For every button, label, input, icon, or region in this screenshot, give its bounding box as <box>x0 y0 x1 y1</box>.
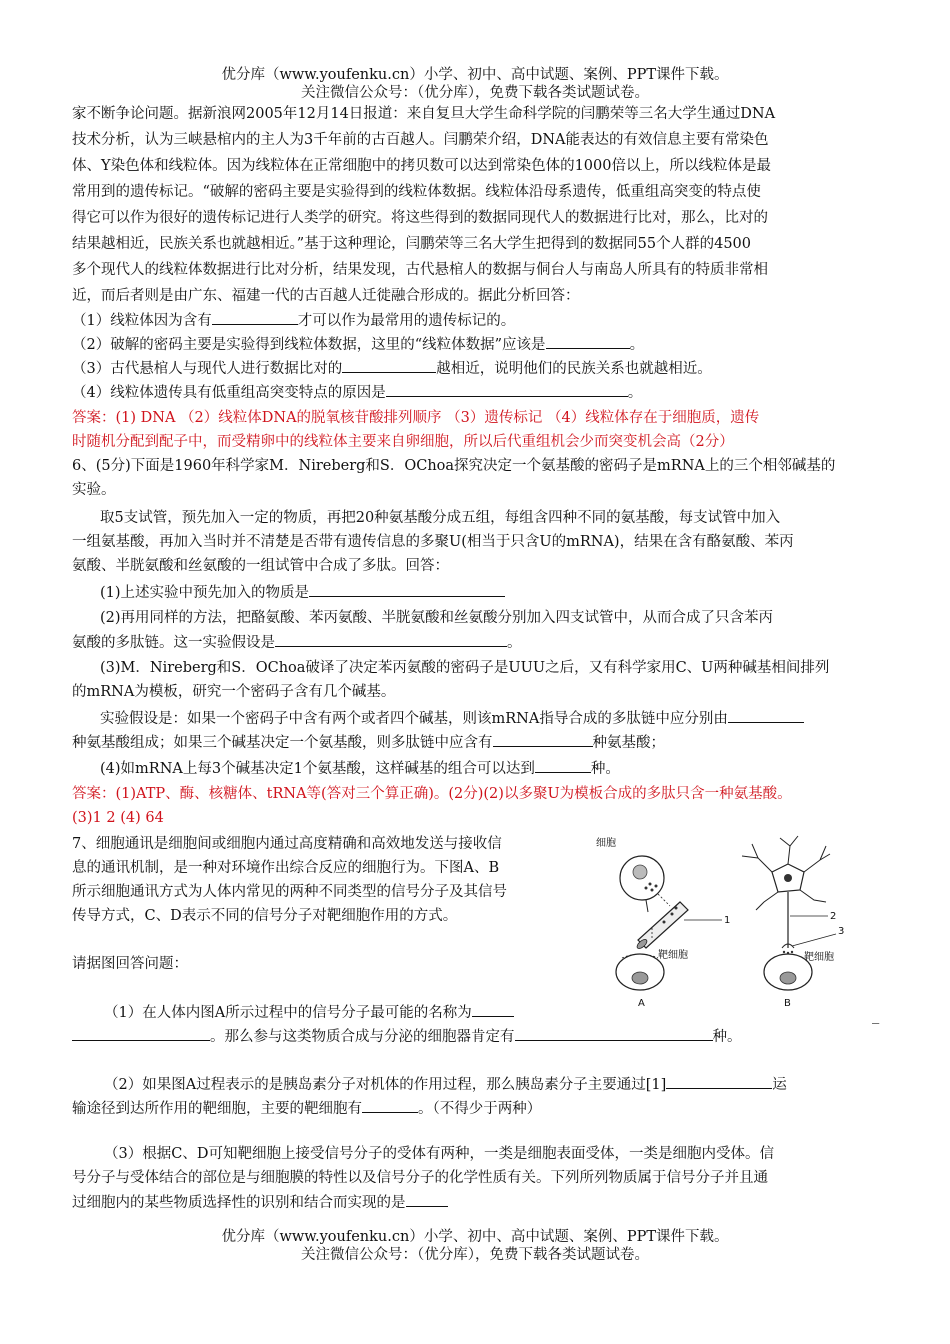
cell-signaling-figure <box>592 832 892 1010</box>
q6-sub-3: (3)M．Nireberg和S．OChoa破译了决定苯丙氨酸的密码子是UUU之后，又有科学家用C、U两种碱基相间排列 <box>100 660 830 676</box>
q6-sub-2-cont: 氨酸的多肽链。这一实验假设是 。 <box>72 632 522 653</box>
answer-blank[interactable] <box>546 334 630 349</box>
answer-blank[interactable] <box>535 758 591 773</box>
q5-para-line: 多个现代人的线粒体数据进行比对分析，结果发现，古代悬棺人的数据与侗台人与南岛人所具有的特质非常相 <box>72 262 768 278</box>
footer-line-1: 优分库（www.youfenku.cn）小学、初中、高中试题、案例、PPT课件下载。 <box>221 1229 729 1245</box>
answer-blank[interactable] <box>728 708 804 723</box>
q5-para-line: 近，而后者则是由广东、福建一代的古百越人迁徙融合形成的。据此分析回答： <box>72 288 580 304</box>
answer-blank[interactable] <box>386 382 628 397</box>
figure-label-2: 2 <box>830 911 837 922</box>
q6-sub-2: (2)再用同样的方法，把酪氨酸、苯丙氨酸、半胱氨酸和丝氨酸分别加入四支试管中，从而合成了只含苯丙 <box>100 610 774 626</box>
footer-line-2: 关注微信公众号：（优分库），免费下载各类试题试卷。 <box>301 1247 649 1263</box>
q7-intro-line: 息的通讯机制，是一种对环境作出综合反应的细胞行为。下图A、B <box>72 860 500 876</box>
q7-sub-3-cont: 过细胞内的某些物质选择性的识别和结合而实现的是 <box>72 1192 448 1213</box>
q7-sub-1: （1）在人体内图A所示过程中的信号分子最可能的名称为 <box>104 1002 514 1023</box>
answer-blank[interactable] <box>515 1026 713 1041</box>
q7-sub-2-cont: 输途径到达所作用的靶细胞，主要的靶细胞有 。（不得少于两种） <box>72 1098 541 1119</box>
page-header <box>0 66 950 102</box>
q7-sub-1-cont: 。那么参与这类物质合成与分泌的细胞器肯定有 种。 <box>72 1026 742 1047</box>
q6-hypothesis-cont: 种氨基酸组成；如果三个碱基决定一个氨基酸，则多肽链中应含有 种氨基酸； <box>72 732 665 753</box>
q5-para-line: 家不断争论问题。据新浪网2005年12月14日报道：来自复旦大学生命科学院的闫鹏荣等三名大学生通过DNA <box>72 106 776 122</box>
answer-blank[interactable] <box>666 1074 772 1089</box>
q5-answer-line-2: 时随机分配到配子中，而受精卵中的线粒体主要来自卵细胞，所以后代重组机会少而突变机会高（2分） <box>72 434 734 450</box>
q7-prompt: 请据图回答问题： <box>72 956 188 972</box>
q7-sub-1-dash: _ <box>872 1008 880 1024</box>
answer-blank[interactable] <box>362 1098 418 1113</box>
figure-panel-b: B <box>784 998 791 1009</box>
answer-blank[interactable] <box>493 732 593 747</box>
neuron <box>742 836 830 948</box>
q6-title: 6、(5分)下面是1960年科学家M．Nireberg和S．OChoa探究决定一个氨基酸的密码子是mRNA上的三个相邻碱基的 <box>72 458 836 474</box>
q5-para-line: 技术分析，认为三峡悬棺内的主人为3千年前的古百越人。闫鹏荣介绍，DNA能表达的有效信息主要有常染色 <box>72 132 769 148</box>
answer-blank[interactable] <box>309 582 505 597</box>
figure-panel-a: A <box>638 998 645 1009</box>
figure-target-label-b: 靶细胞 <box>804 952 834 963</box>
q7-sub-3-cont: 号分子与受体结合的部位是与细胞膜的特性以及信号分子的化学性质有关。下列所列物质属于信号分子并且通 <box>72 1170 768 1186</box>
q6-answer-line-2: (3)1 2 (4) 64 <box>72 810 164 826</box>
q6-answer-line-1: 答案：(1)ATP、酶、核糖体、tRNA等(答对三个算正确)。(2分)(2)以多聚U为模板合成的多肽只含一种氨基酸。 <box>72 786 792 802</box>
answer-blank[interactable] <box>342 358 436 373</box>
pointer-line-3 <box>792 934 836 946</box>
q7-intro-line: 7、细胞通讯是细胞间或细胞内通过高度精确和高效地发送与接收信 <box>72 836 502 852</box>
header-line-1: 优分库（www.youfenku.cn）小学、初中、高中试题、案例、PPT课件下载。 <box>221 67 729 83</box>
q6-sub-1: (1)上述实验中预先加入的物质是 <box>100 582 505 603</box>
answer-blank[interactable] <box>472 1002 514 1017</box>
q7-intro-line: 传导方式，C、D表示不同的信号分子对靶细胞作用的方式。 <box>72 908 458 924</box>
q6-sub-3-cont: 的mRNA为模板，研究一个密码子含有几个碱基。 <box>72 684 396 700</box>
q5-para-line: 得它可以作为很好的遗传标记进行人类学的研究。将这些得到的数据同现代人的数据进行比对，那么，比对的 <box>72 210 768 226</box>
answer-blank[interactable] <box>72 1026 210 1041</box>
q5-sub-2: （2）破解的密码主要是实验得到线粒体数据，这里的“线粒体数据”应该是 。 <box>72 334 644 355</box>
q6-para-line: 一组氨基酸，再加入当时并不清楚是否带有遗传信息的多聚U(相当于只含U的mRNA)，结果在含有酪氨酸、苯丙 <box>72 534 794 550</box>
q7-sub-2: （2）如果图A过程表示的是胰岛素分子对机体的作用过程，那么胰岛素分子主要通过[1] 运 <box>104 1074 787 1095</box>
q6-para-line: 氨酸、半胱氨酸和丝氨酸的一组试管中合成了多肽。回答： <box>72 558 449 574</box>
blood-vessel <box>636 902 688 950</box>
q5-sub-1: （1）线粒体因为含有 才可以作为最常用的遗传标记的。 <box>72 310 515 331</box>
answer-blank[interactable] <box>275 632 507 647</box>
answer-blank[interactable] <box>212 310 298 325</box>
q6-hypothesis: 实验假设是：如果一个密码子中含有两个或者四个碱基，则该mRNA指导合成的多肽链中应分别由 <box>100 708 804 729</box>
q6-para-line: 取5支试管，预先加入一定的物质，再把20种氨基酸分成五组，每组含四种不同的氨基酸，每支试管中加入 <box>100 510 781 526</box>
figure-label-1: 1 <box>724 915 731 926</box>
figure-cell-label: 细胞 <box>596 838 616 849</box>
q7-sub-3: （3）根据C、D可知靶细胞上接受信号分子的受体有两种，一类是细胞表面受体，一类是细胞内受体。信 <box>104 1146 774 1162</box>
q5-para-line: 常用到的遗传标记。“破解的密码主要是实验得到的线粒体数据。线粒体沿母系遗传，低重组高突变的特点使 <box>72 184 761 200</box>
q5-sub-3: （3）古代悬棺人与现代人进行数据比对的 越相近，说明他们的民族关系也就越相近。 <box>72 358 712 379</box>
answer-blank[interactable] <box>406 1192 448 1207</box>
q5-para-line: 结果越相近，民族关系也就越相近。”基于这种理论，闫鹏荣等三名大学生把得到的数据同55个人群的4500 <box>72 236 752 252</box>
q5-answer-line-1: 答案：(1) DNA （2）线粒体DNA的脱氧核苷酸排列顺序 （3）遗传标记 （4）线粒体存在于细胞质，遗传 <box>72 410 760 426</box>
q5-sub-4: （4）线粒体遗传具有低重组高突变特点的原因是 。 <box>72 382 642 403</box>
q6-title-cont: 实验。 <box>72 482 116 498</box>
q7-intro-line: 所示细胞通讯方式为人体内常见的两种不同类型的信号分子及其信号 <box>72 884 507 900</box>
cell-nucleus <box>633 865 647 879</box>
figure-label-3: 3 <box>838 926 845 937</box>
header-line-2: 关注微信公众号：（优分库），免费下载各类试题试卷。 <box>301 85 649 101</box>
figure-target-label-a: 靶细胞 <box>658 950 688 961</box>
q5-para-line: 体、Y染色体和线粒体。因为线粒体在正常细胞中的拷贝数可以达到常染色体的1000倍以上，所以线粒体是最 <box>72 158 771 174</box>
q6-sub-4: (4)如mRNA上每3个碱基决定1个氨基酸，这样碱基的组合可以达到 种。 <box>100 758 620 779</box>
page-footer <box>0 1228 950 1264</box>
